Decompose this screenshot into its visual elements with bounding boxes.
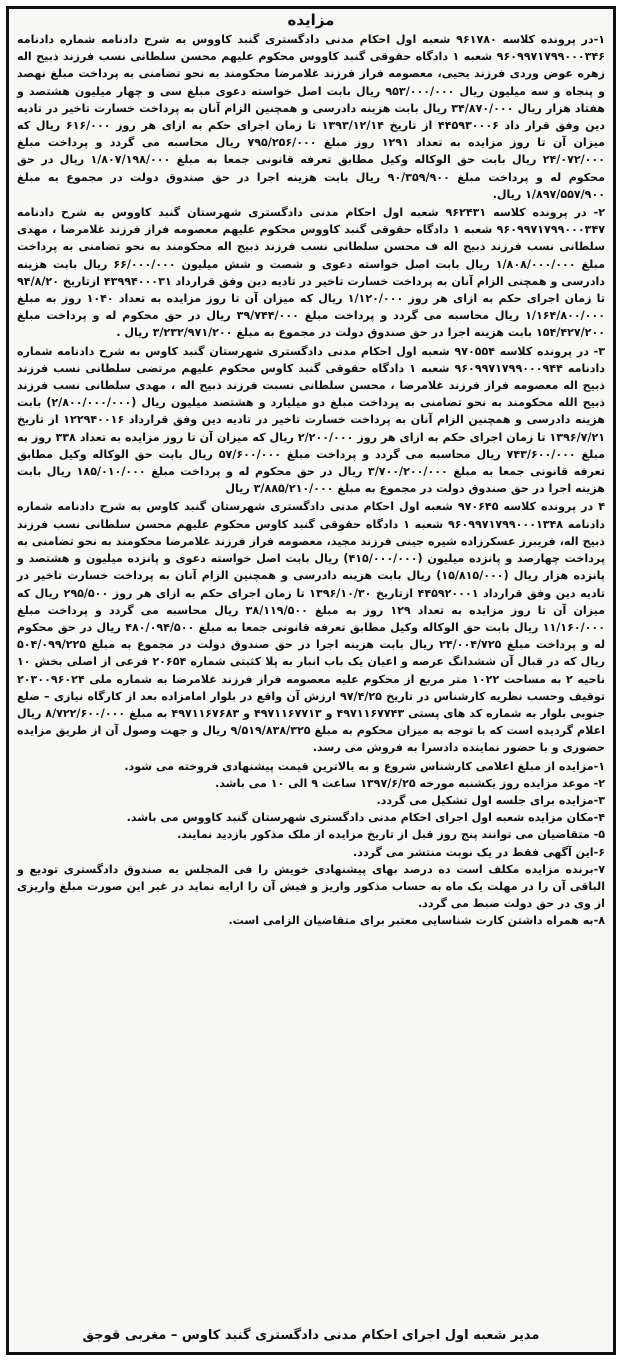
- notice-title: مزایده: [287, 11, 335, 29]
- condition-item: ۲- موعد مزایده روز یکشنبه مورخه ۱۳۹۷/۶/۲۵ ساعت ۹ الی ۱۰ می باشد.: [215, 776, 605, 790]
- condition-item: ۸-به همراه داشتن کارت شناسایی معتبر برای متقاضیان الزامی است.: [228, 914, 605, 928]
- condition-item: ۳-مزایده برای جلسه اول تشکیل می گردد.: [376, 793, 605, 807]
- condition-item: ۶-این آگهی فقط در یک نوبت منتشر می گردد.: [353, 845, 605, 859]
- notice-body: [9, 31, 613, 930]
- condition-item: ۴-مکان مزایده شعبه اول اجرای احکام مدنی دادگستری شهرستان گنبد کاووس می باشد.: [126, 811, 605, 825]
- auction-conditions: [17, 758, 605, 930]
- case-paragraph-3: ۳- در پرونده کلاسه ۹۷۰۵۵۴ شعبه اول احکام مدنی دادگستری شهرستان گنبد کاوس به شرح دادنامه شماره دادنامه ۹۶۰۹۹۷۱۷۹۹۰۰۰۹۴۴ شعبه ۱ دادگاه حقوقی گنبد کاوس محکوم علیهم مرتضی سلطانی نسب فرزند ذبیح اله معصومه فراز فرزند غلامرضا ، محسن سلطانی نسبت فرزند ذبیح اله ، مهدی سلطانی نسب فرزند ذبیح الله محکومند به نحو تضامنی به پرداخت مبلغ دو میلیارد و هشتصد میلیون ریال (۲/۸۰۰/۰۰۰/۰۰۰) بابت هزینه دادرسی و همچنین الزام آنان به پرداخت خسارت تاخیر در تادیه دین وفق قرارداد ۱۲۲۹۴۰۰۱۶ از تاریخ ۱۳۹۶/۷/۲۱ تا زمان اجرای حکم به ازای هر روز ۲/۲۰۰/۰۰۰ ریال که میزان آن تا روز مزایده به تعداد ۳۳۸ روز به مبلغ ۷۴۳/۶۰۰/۰۰۰ ریال محاسبه می گردد و پرداخت مبلغ ۵۷/۶۰۰/۰۰۰ ریال بابت حق الوکاله وکیل مطابق تعرفه قانونی جمعا به مبلغ ۳/۷۰۰/۲۰۰/۰۰۰ ریال در حق محکوم له و پرداخت مبلغ ۱۸۵/۰۱۰/۰۰۰ ریال بابت هزینه اجرا در حق صندوق دولت در مجموع به مبلغ ۳/۸۸۵/۲۱۰/۰۰۰ ریال: [17, 344, 606, 496]
- auction-notice: [6, 6, 616, 1355]
- case-paragraph-2: ۲- در پرونده کلاسه ۹۶۲۴۳۱ شعبه اول احکام مدنی دادگستری شهرستان گنبد کاووس به شرح دادنامه ۹۶۰۹۹۷۱۷۹۹۰۰۰۳۴۷ شعبه ۱ دادگاه حقوقی گنبد کاووس محکوم علیهم معصومه فراز فرزند غلامرضا ، مهدی سلطانی نسب فرزند ذبیح اله ف محسن سلطانی نسب فرزند ذبیح اله محکومند به نحو تضامنی به پرداخت مبلغ ۱/۸۰۸/۰۰۰/۰۰۰ ریال بابت اصل خواسته دعوی و شصت و شش میلیون ۶۶/۰۰۰/۰۰۰ ریال بابت هزینه دادرسی و همچنی الزام آنان به پرداخت خسارت تاخیر در تادیه دین وفق قرارداد ۴۳۹۹۴۰۰۰۳۱ ازتاریخ ۹۴/۸/۲۰ تا زمان اجرای حکم به ازای هر روز ۱/۱۲۰/۰۰۰ ریال که میزان آن تا روز مزایده به تعداد ۱۰۴۰ روز به مبلغ ۱/۱۶۴/۸۰۰/۰۰۰ ریال محاسبه می گردد و پرداخت مبلغ ۳۹/۷۴۴/۰۰۰ ریال در حق محکوم له و پرداخت مبلغ ۱۵۴/۴۲۷/۲۰۰ بابت هزینه اجرا در حق صندوق دولت در مجموع به مبلغ ۳/۲۳۲/۹۷۱/۲۰۰ ریال .: [17, 206, 606, 340]
- case-paragraph-1: ۱-در پرونده کلاسه ۹۶۱۷۸۰ شعبه اول احکام مدنی دادگستری گنبد کاووس به شرح دادنامه شماره دادنامه ۹۶۰۹۹۷۱۷۹۹۰۰۰۳۴۶ شعبه ۱ دادگاه حقوقی گنبد کاووس محکوم علیهم محسن سلطانی نسب فرزند ذبیح اله زهره عوض وردی فرزند یحیی، معصومه فراز فرزند غلامرضا محکومند به نحو تضامنی به پرداخت مبلغ نهصد و پنجاه و سه میلیون ریال ۹۵۳/۰۰۰/۰۰۰ ریال بابت اصل خواسته دعوی مبلغ سی و چهار میلیون هشتصد و هفتاد هزار ریال ۳۴/۸۷۰/۰۰۰ ریال بابت هزینه دادرسی و همچنین الزام آنان به پرداخت خسارت تاخیر در تادیه دین وفق قرار داد ۴۴۵۹۳۰۰۰۶ از تاریخ ۱۳۹۳/۱۲/۱۴ تا زمان اجرای حکم به ازای هر روز ۶۱۶/۰۰۰ ریال که میزان آن تا روز مزایده به تعداد ۱۲۹۱ روز مبلغ ۷۹۵/۲۵۶/۰۰۰ ریال محاسبه می گردد و پرداخت مبلغ ۲۴/۰۷۲/۰۰۰ ریال بابت حق الوکاله وکیل مطابق تعرفه قانونی جمعا به مبلغ ۱/۸۰۷/۱۹۸/۰۰۰ ریال در حق محکوم له و پرداخت مبلغ ۹۰/۳۵۹/۹۰۰ ریال بابت هزینه اجرا در حق صندوق دولت در مجموع به مبلغ ۱/۸۹۷/۵۵۷/۹۰۰ ریال.: [17, 33, 606, 201]
- condition-item: ۷-برنده مزایده مکلف است ده درصد بهای پیشنهادی خویش را فی المجلس به صندوق دادگستری تودیع و الباقی آن را در مهلت یک ماه به حساب مذکور واریز و فیش آن را ارایه نماید در غیر این صورت مبلغ واریزی از وی در حق دولت ضبط می گردد.: [17, 862, 605, 911]
- case-paragraph-4: ۴ در پرونده کلاسه ۹۷۰۶۴۵ شعبه اول احکام مدنی دادگستری شهرستان گنبد کاوس به شرح دادنامه شماره دادنامه ۹۶۰۹۹۷۱۷۹۹۰۰۰۱۳۴۸ شعبه ۱ دادگاه حقوقی گنبد کاوس محکوم علیهم محسن سلطانی نسب فرزند ذبیح اله، فریبرز عسکرزاده شیره جینی فرزند مجید، معصومه فراز فرزند غلامرضا محکومند به نحو تضامنی به پرداخت چهارصد و پانزده میلیون (۴۱۵/۰۰۰/۰۰۰) ریال بابت اصل خواسته دعوی و پانزده میلیون و هشتصد و پانزده هزار ریال (۱۵/۸۱۵/۰۰۰) ریال بابت هزینه دادرسی و همچنین الزام آنان به پرداخت خسارت تاخیر در تادیه دین وفق قرارداد ۴۴۵۹۲۰۰۰۱ ازتاریخ ۱۳۹۶/۱۰/۳۰ تا زمان اجرای حکم به ازای هر روز ۲۹۵/۵۰۰ ریال که میزان آن تا روز مزایده به تعداد ۱۲۹ روز به مبلغ ۳۸/۱۱۹/۵۰۰ ریال محاسبه می گردد و پرداخت مبلغ ۱۱/۱۶۰/۰۰۰ ریال بابت حق الوکاله وکیل مطابق تعرفه قانونی جمعا به مبلغ ۴۸۰/۰۹۴/۵۰۰ ریال در حق محکوم له و پرداخت مبلغ ۲۴/۰۰۴/۷۲۵ ریال بابت هزینه اجرا در حق صندوق دولت در مجموع به مبلغ ۵۰۴/۰۹۹/۲۲۵ ریال که در قبال آن ششدانگ عرصه و اعیان یک باب انبار به پلا کثبتی شماره ۲۰۶۵۴ فرعی از اصلی بخش ۱۰ ناحیه ۲ به مساحت ۱۰۲۲ متر مربع از محکوم علیه معصومه فراز فرزند غلامرضا به شماره ملی ۲۰۳۰۰۹۶۰۲۴ توقیف وحسب نظریه کارشناس در تاریخ ۹۷/۴/۲۵ ارزش آن واقع در بلوار امامزاده بعد از کارگاه نیازی – ضلع جنوبی بلوار به شماره کد های پستی ۴۹۷۱۱۶۷۷۴۳ و ۴۹۷۱۱۶۷۷۱۳ و ۴۹۷۱۱۶۷۶۸۳ به مبلغ ۸/۷۲۲/۶۰۰/۰۰۰ ریال اعلام گردیده است که با توجه به میزان محکوم به مبلغ ۹/۵۱۹/۸۳۸/۳۲۵ ریال و جهت وصول آن از طریق مزایده حضوری و با حضور نماینده دادسرا به فروش می رسد.: [17, 500, 606, 755]
- signature-line: مدیر شعبه اول اجرای احکام مدنی دادگستری گنبد کاوس – مغربی قوجق: [82, 1328, 540, 1343]
- condition-item: ۵- متقاضیان می توانند پنج روز قبل از تاریخ مزایده از ملک مذکور بازدید نمایند.: [177, 828, 605, 842]
- condition-item: ۱-مزایده از مبلغ اعلامی کارشناس شروع و به بالاترین قیمت پیشنهادی فروخته می شود.: [124, 759, 605, 773]
